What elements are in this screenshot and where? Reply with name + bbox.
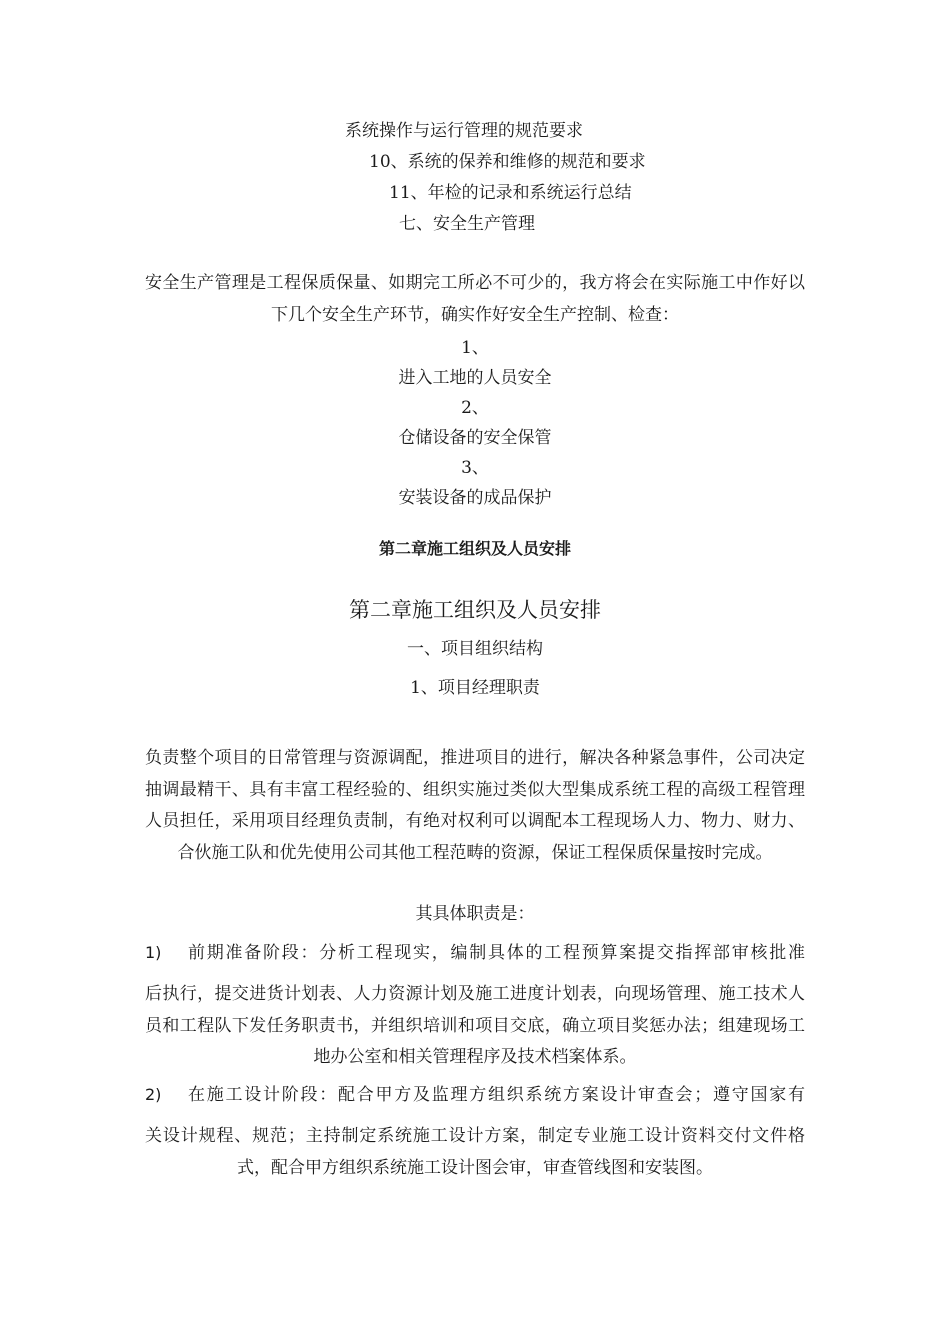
list-line-maintenance: 10、系统的保养和维修的规范和要求	[369, 152, 646, 172]
duty-item-2-continuation: 关设计规程、规范；主持制定系统施工设计方案，制定专业施工设计资料交付文件格式，配合甲方组织系统施工设计图会审，审查管线图和安装图。	[145, 1126, 805, 1178]
safety-item-3-number: 3、	[461, 458, 489, 478]
subsection-heading-pm-duties: 1、项目经理职责	[410, 678, 540, 698]
pm-duties-paragraph: 负责整个项目的日常管理与资源调配，推进项目的进行，解决各种紧急事件，公司决定抽调最精干、具有丰富工程经验的、组织实施过类似大型集成系统工程的高级工程管理人员担任，采用项目经理负责制，有绝对权利可以调配本工程现场人力、物力、财力、合伙施工队和优先使用公司其他工程范畴的资源，保证工程保质保量按时完成。	[145, 748, 805, 863]
duty-item-1-first-line: 前期准备阶段：分析工程现实，编制具体的工程预算案提交指挥部审核批准	[188, 943, 805, 963]
list-line-standards: 系统操作与运行管理的规范要求	[345, 121, 583, 141]
safety-item-1-number: 1、	[461, 338, 489, 358]
chapter-bold-title: 第二章施工组织及人员安排	[378, 539, 571, 558]
safety-item-2-number: 2、	[461, 398, 489, 418]
safety-item-2-text: 仓储设备的安全保管	[398, 428, 552, 448]
safety-item-1-text: 进入工地的人员安全	[398, 368, 552, 388]
duties-lead: 其具体职责是：	[415, 904, 535, 924]
safety-item-3-text: 安装设备的成品保护	[398, 488, 552, 508]
duty-item-2-number: 2)	[145, 1085, 162, 1104]
list-line-annual-check: 11、年检的记录和系统运行总结	[389, 183, 632, 203]
safety-intro-paragraph: 安全生产管理是工程保质保量、如期完工所必不可少的，我方将会在实际施工中作好以下几个安全生产环节，确实作好安全生产控制、检查：	[145, 273, 805, 325]
chapter-title: 第二章施工组织及人员安排	[349, 598, 601, 622]
duty-item-1-number: 1)	[145, 943, 162, 962]
section-heading-safety: 七、安全生产管理	[399, 214, 535, 234]
duty-item-1-continuation: 后执行，提交进货计划表、人力资源计划及施工进度计划表，向现场管理、施工技术人员和工程队下发任务职责书，并组织培训和项目交底，确立项目奖惩办法；组建现场工地办公室和相关管理程序及技术档案体系。	[145, 984, 805, 1067]
duty-item-2-first-line: 在施工设计阶段：配合甲方及监理方组织系统方案设计审查会；遵守国家有	[188, 1085, 805, 1105]
section-heading-org-structure: 一、项目组织结构	[407, 639, 543, 659]
